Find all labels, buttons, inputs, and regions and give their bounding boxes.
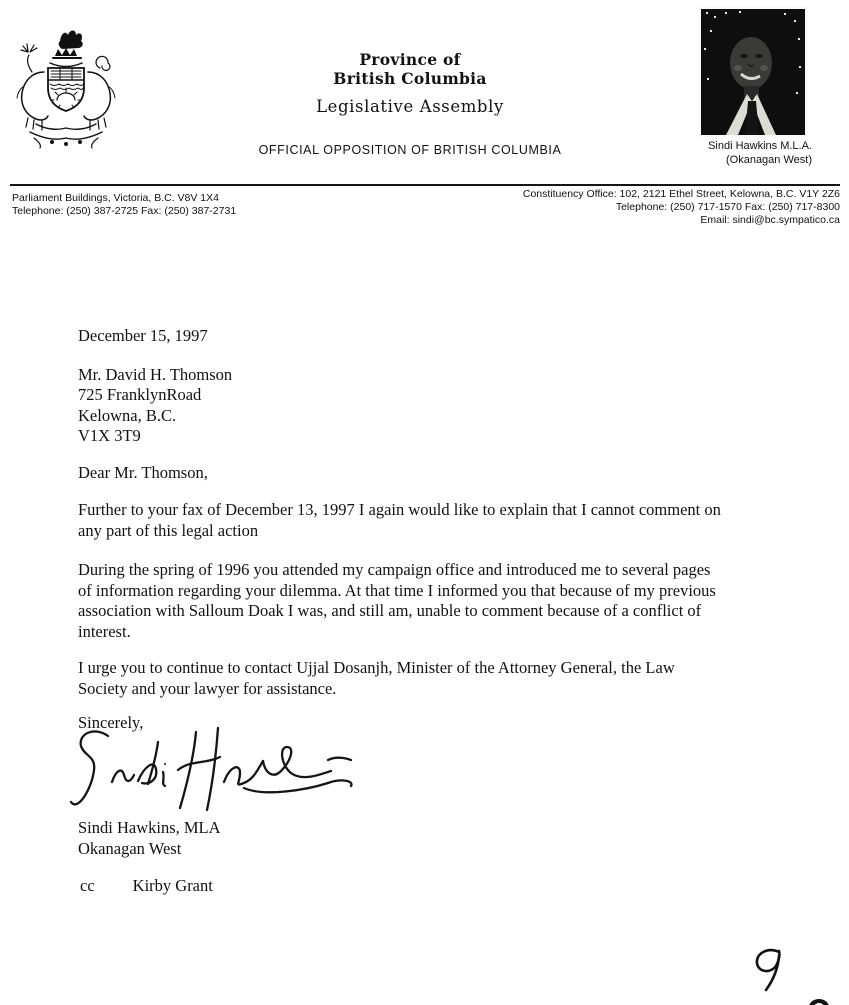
constituency-email: Email: sindi@bc.sympatico.ca (700, 214, 840, 226)
letterhead-divider-rule (10, 184, 840, 186)
paragraph-2-line-3: association with Salloum Doak I was, and still am, unable to comment because of a conflict of (78, 601, 702, 620)
cc-line (80, 876, 213, 896)
cc-name: Kirby Grant (132, 876, 213, 895)
legislative-assembly: Legislative Assembly (316, 97, 504, 116)
paragraph-2-line-1: During the spring of 1996 you attended my campaign office and introduced me to several pages (78, 560, 711, 579)
official-opposition: OFFICIAL OPPOSITION OF BRITISH COLUMBIA (258, 143, 562, 157)
recipient-city: Kelowna, B.C. (78, 405, 177, 425)
cc-label: cc (80, 876, 95, 895)
portrait-photo (698, 6, 808, 138)
salutation: Dear Mr. Thomson, (78, 462, 208, 482)
constituency-address: Constituency Office: 102, 2121 Ethel Street, Kelowna, B.C. V1Y 2Z6 (522, 188, 840, 200)
bc-coat-of-arms-icon (8, 26, 124, 150)
paragraph-3 (78, 658, 790, 699)
sender-block (78, 817, 221, 859)
recipient-postal-code: V1X 3T9 (78, 426, 141, 445)
paragraph-2-line-4: interest. (78, 621, 131, 641)
parliament-address: Parliament Buildings, Victoria, B.C. V8V 1X4 (12, 192, 219, 204)
paragraph-3-line-1: I urge you to continue to contact Ujjal Dosanjh, Minister of the Attorney General, the Law (78, 658, 675, 677)
province-line1: Province of (359, 50, 461, 69)
recipient-address-block (78, 365, 790, 447)
bottom-edge-mark (806, 994, 832, 1005)
letter-body (78, 326, 790, 734)
recipient-name: Mr. David H. Thomson (78, 364, 233, 384)
paragraph-2-line-2: of information regarding your dilemma. At that time I informed you that because of my previous (78, 580, 716, 600)
paragraph-1-line-1: Further to your fax of December 13, 1997 I again would like to explain that I cannot comment on (78, 500, 721, 519)
sender-riding: Okanagan West (78, 839, 182, 858)
parliament-phone: Telephone: (250) 387-2725 Fax: (250) 387-2731 (12, 205, 237, 217)
sender-name: Sindi Hawkins, MLA (78, 818, 221, 837)
handwritten-signature-sindi-hawkins (66, 724, 366, 820)
closing-sincerely: Sincerely, (78, 713, 144, 732)
photo-caption (640, 140, 812, 167)
letter-date: December 15, 1997 (78, 326, 208, 345)
constituency-phone: Telephone: (250) 717-1570 Fax: (250) 717-8300 (615, 201, 840, 213)
constituency-address-block (400, 188, 840, 227)
paragraph-3-line-2: Society and your lawyer for assistance. (78, 678, 337, 698)
photo-caption-riding: (Okanagan West) (725, 153, 812, 166)
province-line2: British Columbia (333, 69, 487, 88)
recipient-street: 725 FranklynRoad (78, 385, 202, 404)
photo-caption-name: Sindi Hawkins M.L.A. (708, 140, 812, 152)
handwritten-page-number (748, 946, 792, 994)
paragraph-2 (78, 560, 790, 642)
parliament-address-block (12, 192, 236, 218)
paragraph-1 (78, 500, 790, 541)
letterhead-center (230, 50, 590, 157)
paragraph-1-line-2: any part of this legal action (78, 520, 259, 540)
